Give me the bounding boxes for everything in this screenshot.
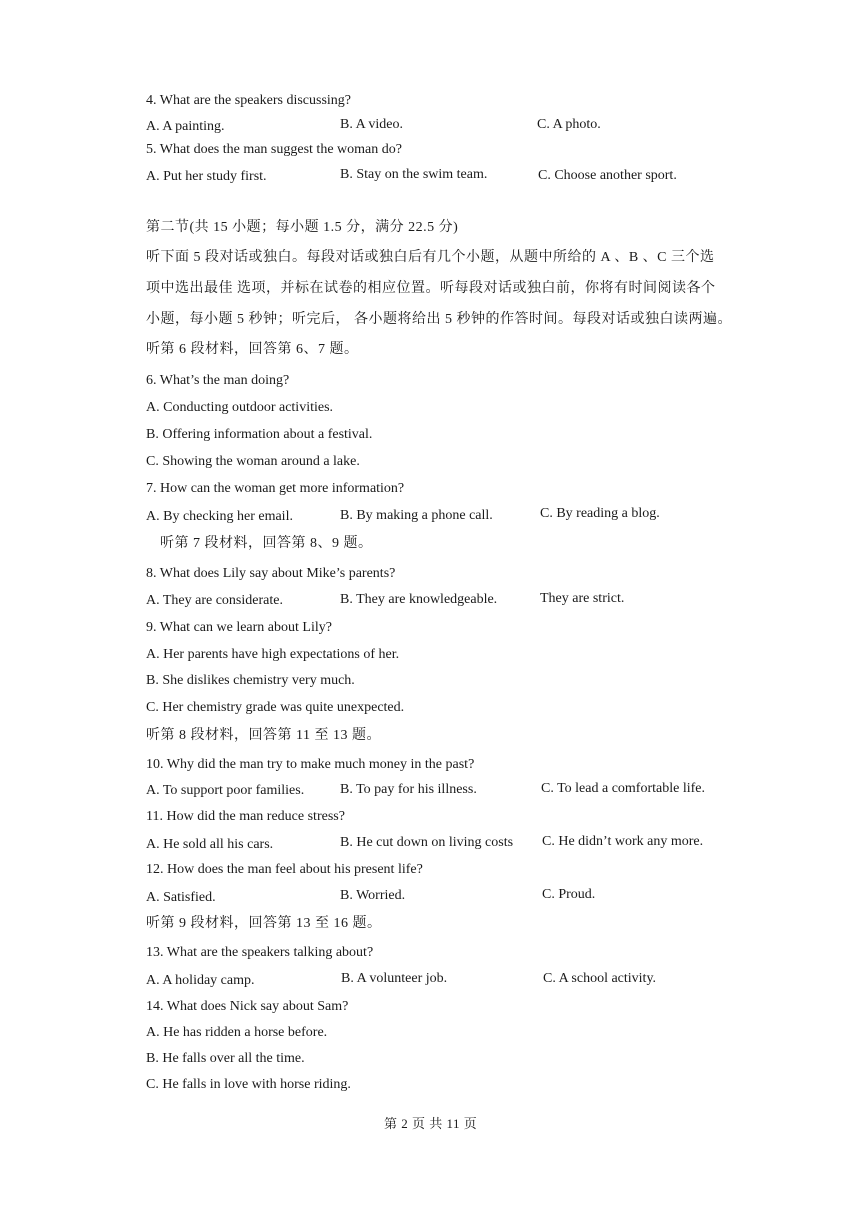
section-2-instruction-line-3: 小题，每小题 5 秒钟；听完后， 各小题将给出 5 秒钟的作答时间。每段对话或独白读两遍。	[146, 312, 732, 327]
question-7-option-c: C. By reading a blog.	[540, 506, 660, 521]
question-11-stem: 11. How did the man reduce stress?	[146, 809, 345, 824]
question-5-option-b: B. Stay on the swim team.	[340, 167, 488, 182]
question-5-option-a: A. Put her study first.	[146, 169, 267, 184]
question-10-option-c: C. To lead a comfortable life.	[541, 781, 705, 796]
question-6-option-b: B. Offering information about a festival.	[146, 427, 373, 442]
question-14-option-c: C. He falls in love with horse riding.	[146, 1077, 351, 1092]
section-2-instruction-line-2: 项中选出最佳 选项，并标在试卷的相应位置。听每段对话或独白前，你将有时间阅读各个	[146, 281, 716, 296]
question-8-stem: 8. What does Lily say about Mike’s parents?	[146, 566, 396, 581]
question-14-option-b: B. He falls over all the time.	[146, 1051, 305, 1066]
question-4-option-b: B. A video.	[340, 117, 404, 132]
question-12-option-b: B. Worried.	[340, 888, 406, 903]
page-number: 第 2 页 共 11 页	[384, 1116, 478, 1131]
question-7-option-a: A. By checking her email.	[146, 509, 293, 524]
question-10-stem: 10. Why did the man try to make much money in the past?	[146, 757, 475, 772]
question-5-stem: 5. What does the man suggest the woman do?	[146, 142, 402, 157]
question-4-stem: 4. What are the speakers discussing?	[146, 93, 352, 108]
question-5-option-c: C. Choose another sport.	[538, 168, 677, 183]
question-10-option-a: A. To support poor families.	[146, 783, 305, 798]
question-8-option-b: B. They are knowledgeable.	[340, 592, 498, 607]
question-14-option-a: A. He has ridden a horse before.	[146, 1025, 328, 1040]
passage-7-label: 听第 7 段材料，回答第 8、9 题。	[160, 536, 373, 551]
question-11-option-c: C. He didn’t work any more.	[542, 834, 704, 849]
question-12-option-a: A. Satisfied.	[146, 890, 216, 905]
passage-6-label: 听第 6 段材料，回答第 6、7 题。	[146, 342, 359, 357]
question-12-stem: 12. How does the man feel about his present life?	[146, 862, 423, 877]
question-9-option-a: A. Her parents have high expectations of her.	[146, 647, 400, 662]
question-4-option-a: A. A painting.	[146, 119, 225, 134]
question-9-stem: 9. What can we learn about Lily?	[146, 620, 332, 635]
question-6-option-c: C. Showing the woman around a lake.	[146, 454, 360, 469]
question-11-option-b: B. He cut down on living costs	[340, 835, 514, 850]
question-7-option-b: B. By making a phone call.	[340, 508, 493, 523]
question-4-option-c: C. A photo.	[537, 117, 601, 132]
question-11-option-a: A. He sold all his cars.	[146, 837, 274, 852]
question-10-option-b: B. To pay for his illness.	[340, 782, 477, 797]
question-14-stem: 14. What does Nick say about Sam?	[146, 999, 349, 1014]
section-2-instruction-line-1: 听下面 5 段对话或独白。每段对话或独白后有几个小题，从题中所给的 A 、B 、C 三个选	[146, 250, 715, 265]
question-6-stem: 6. What’s the man doing?	[146, 373, 290, 388]
question-9-option-c: C. Her chemistry grade was quite unexpected.	[146, 700, 405, 715]
question-6-option-a: A. Conducting outdoor activities.	[146, 400, 334, 415]
question-7-stem: 7. How can the woman get more information?	[146, 481, 405, 496]
passage-9-label: 听第 9 段材料，回答第 13 至 16 题。	[146, 916, 382, 931]
question-9-option-b: B. She dislikes chemistry very much.	[146, 673, 355, 688]
section-2-heading: 第二节(共 15 小题；每小题 1.5 分，满分 22.5 分)	[146, 220, 459, 235]
question-8-option-a: A. They are considerate.	[146, 593, 283, 608]
question-13-option-c: C. A school activity.	[543, 971, 657, 986]
question-12-option-c: C. Proud.	[542, 887, 596, 902]
question-13-stem: 13. What are the speakers talking about?	[146, 945, 374, 960]
question-13-option-b: B. A volunteer job.	[341, 971, 448, 986]
passage-8-label: 听第 8 段材料，回答第 11 至 13 题。	[146, 728, 381, 743]
question-8-option-c: They are strict.	[540, 591, 625, 606]
question-13-option-a: A. A holiday camp.	[146, 973, 255, 988]
